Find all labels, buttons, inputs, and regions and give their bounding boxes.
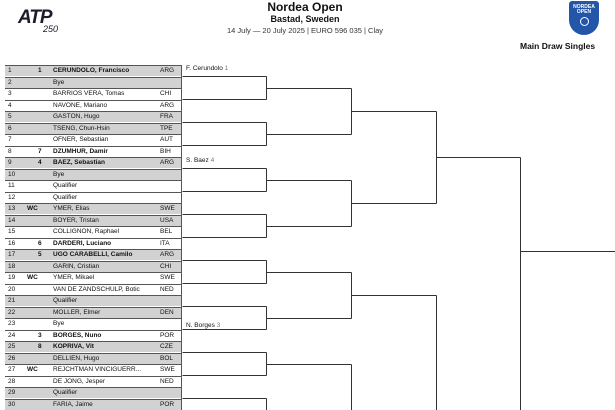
entry-type: WC xyxy=(27,205,38,212)
tournament-info: 14 July — 20 July 2025 | EURO 596 035 | Clay xyxy=(226,26,384,35)
player-name: Bye xyxy=(53,320,65,327)
seed-number: 1 xyxy=(38,67,42,74)
country-code: ITA xyxy=(160,239,170,247)
player-name: BORGES, Nuno xyxy=(53,331,102,339)
player-name: FARIA, Jaime xyxy=(53,400,93,408)
draw-number: 10 xyxy=(8,170,16,178)
country-code: POR xyxy=(160,331,175,339)
badge-line-1: NORDEA xyxy=(573,4,595,10)
country-code: CHI xyxy=(160,262,172,270)
round2-name: N. Borges xyxy=(186,322,215,329)
entry-type: WC xyxy=(27,366,38,373)
player-name: CERUNDOLO, Francisco xyxy=(53,67,130,74)
round2-seed: 1 xyxy=(224,65,229,72)
country-code: CHI xyxy=(160,90,172,97)
country-code: DEN xyxy=(160,308,174,316)
country-code: NED xyxy=(160,285,174,293)
player-name: VAN DE ZANDSCHULP, Botic xyxy=(53,285,140,293)
draw-number: 11 xyxy=(8,182,15,189)
country-code: FRA xyxy=(160,113,173,120)
round2-winner-1 xyxy=(186,65,228,72)
seed-number: 7 xyxy=(38,147,42,155)
draw-number: 18 xyxy=(8,262,16,270)
badge-line-2: OPEN xyxy=(576,9,592,15)
player-name: TSENG, Chun-Hsin xyxy=(53,124,110,132)
round2-seed: 3 xyxy=(216,322,221,329)
country-code: AUT xyxy=(160,136,173,143)
bracket-line xyxy=(352,296,437,410)
round2-winner-3 xyxy=(186,322,220,329)
country-code: ARG xyxy=(160,159,175,166)
seed-number: 8 xyxy=(38,343,42,350)
atp-logo-text: ATP xyxy=(18,7,52,28)
player-name: COLLIGNON, Raphael xyxy=(53,228,120,235)
player-name: KOPRIVA, Vit xyxy=(53,343,94,350)
tournament-location: Bastad, Sweden xyxy=(270,14,340,24)
player-name: Bye xyxy=(53,78,65,86)
bracket-line xyxy=(267,89,352,135)
seed-number: 3 xyxy=(38,331,42,339)
country-code: POR xyxy=(160,400,175,408)
round2-seed: 4 xyxy=(210,157,215,164)
draw-number: 29 xyxy=(8,389,16,396)
draw-number: 1 xyxy=(8,67,12,74)
country-code: USA xyxy=(160,216,174,224)
player-name: DELLIEN, Hugo xyxy=(53,354,100,362)
draw-number: 12 xyxy=(8,193,16,201)
country-code: BIH xyxy=(160,147,171,155)
round2-name: F. Cerundolo xyxy=(186,65,223,72)
country-code: ARG xyxy=(160,251,175,258)
draw-number: 16 xyxy=(8,239,16,247)
player-name: Qualifier xyxy=(53,297,78,304)
bracket-line xyxy=(437,158,521,410)
draw-number: 2 xyxy=(8,78,12,86)
bracket-line xyxy=(183,169,267,192)
draw-number: 4 xyxy=(8,101,12,109)
entry-type: WC xyxy=(27,274,38,281)
draw-number: 30 xyxy=(8,400,16,408)
player-name: GARIN, Cristian xyxy=(53,262,100,270)
draw-number: 21 xyxy=(8,297,16,304)
round2-winner-2 xyxy=(186,157,214,164)
player-name: YMER, Elias xyxy=(53,205,90,212)
player-name: Qualifier xyxy=(53,193,78,201)
player-name: Qualifier xyxy=(53,389,78,396)
draw-name: Main Draw Singles xyxy=(520,41,596,51)
player-name: MOLLER, Elmer xyxy=(53,308,101,316)
bracket-line xyxy=(352,112,437,204)
draw-number: 8 xyxy=(8,147,12,155)
draw-number: 17 xyxy=(8,251,16,258)
country-code: ARG xyxy=(160,101,175,109)
bracket-line xyxy=(183,353,267,376)
player-name: OFNER, Sebastian xyxy=(53,136,109,143)
bracket-line xyxy=(183,261,267,284)
draw-number: 25 xyxy=(8,343,16,350)
draw-number: 23 xyxy=(8,320,16,327)
player-name: DARDERI, Luciano xyxy=(53,239,112,247)
country-code: NED xyxy=(160,377,174,385)
country-code: SWE xyxy=(160,274,175,281)
draw-number: 15 xyxy=(8,228,16,235)
seed-number: 6 xyxy=(38,239,42,247)
country-code: CZE xyxy=(160,343,173,350)
country-code: TPE xyxy=(160,124,173,132)
bracket-line xyxy=(183,123,267,146)
bracket-line xyxy=(267,365,352,410)
player-name: REJCHTMAN VINCIGUERR... xyxy=(53,366,142,373)
country-code: BEL xyxy=(160,228,173,235)
player-name: BAEZ, Sebastian xyxy=(53,159,106,166)
country-code: SWE xyxy=(160,366,175,373)
country-code: ARG xyxy=(160,67,175,74)
draw-number: 7 xyxy=(8,136,12,143)
draw-number: 3 xyxy=(8,90,12,97)
draw-number: 19 xyxy=(8,274,16,281)
player-name: UGO CARABELLI, Camilo xyxy=(53,251,133,258)
player-name: GASTON, Hugo xyxy=(53,113,100,120)
country-code: SWE xyxy=(160,205,175,212)
player-name: DE JONG, Jesper xyxy=(53,377,106,385)
player-name: Qualifier xyxy=(53,182,78,189)
tournament-title: Nordea Open xyxy=(267,0,343,14)
draw-number: 9 xyxy=(8,159,12,166)
draw-number: 22 xyxy=(8,308,16,316)
bracket-line xyxy=(267,181,352,227)
draw-number: 5 xyxy=(8,113,12,120)
player-name: YMER, Mikael xyxy=(53,274,95,281)
draw-number: 14 xyxy=(8,216,16,224)
bracket-line xyxy=(267,273,352,319)
atp-logo-number: 250 xyxy=(43,24,59,34)
country-code: BOL xyxy=(160,354,174,362)
bracket-line xyxy=(183,215,267,238)
draw-number: 27 xyxy=(8,366,16,373)
player-name: BOYER, Tristan xyxy=(53,216,99,224)
draw-number: 28 xyxy=(8,377,16,385)
draw-number: 26 xyxy=(8,354,16,362)
player-name: Bye xyxy=(53,170,65,178)
player-name: DZUMHUR, Damir xyxy=(53,147,108,155)
draw-number: 24 xyxy=(8,331,16,339)
draw-number: 13 xyxy=(8,205,16,212)
bracket-line xyxy=(183,399,267,410)
round2-name: S. Baez xyxy=(186,157,209,164)
bracket-line xyxy=(183,77,267,100)
seed-number: 4 xyxy=(38,159,42,166)
player-name: BARRIOS VERA, Tomas xyxy=(53,90,125,97)
player-name: NAVONE, Mariano xyxy=(53,101,108,109)
draw-number: 6 xyxy=(8,124,12,132)
draw-number: 20 xyxy=(8,285,16,293)
seed-number: 5 xyxy=(38,251,42,258)
